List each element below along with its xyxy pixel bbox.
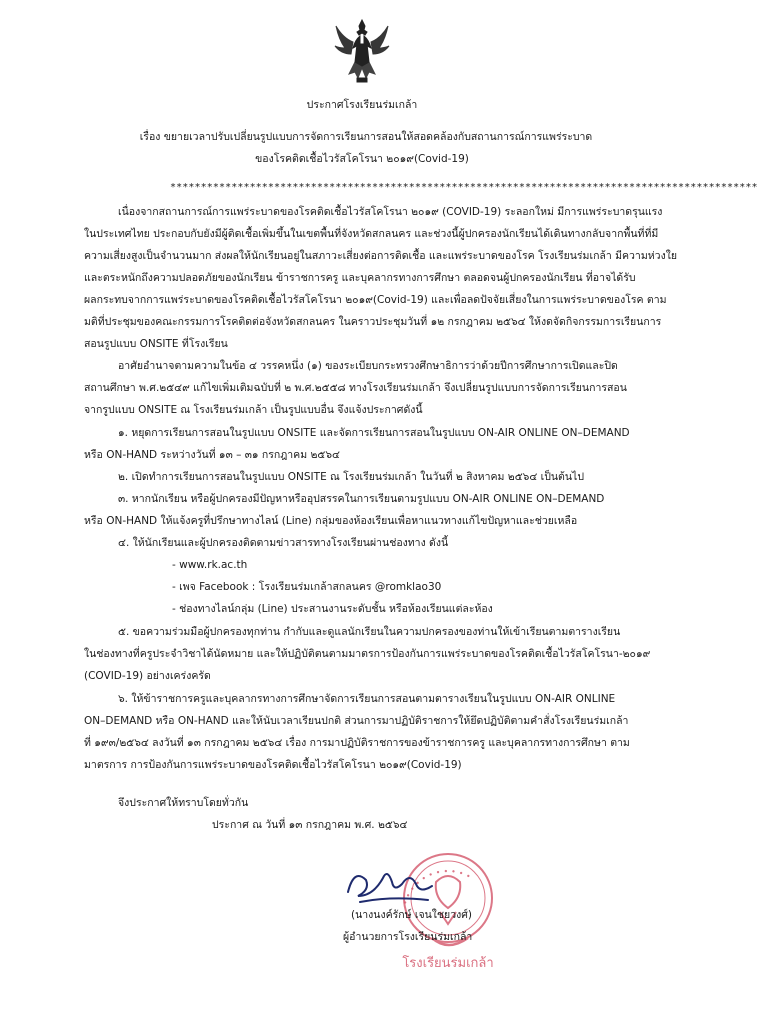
item-5-line: ในช่องทางที่ครูประจำวิชาได้นัดหมาย และให้ปฏิบัติตนตามมาตรการป้องกันการแพร่ระบาดของโรคติดเชื้อไวรัสโคโรนา-๒๐๑๙ [84, 648, 651, 660]
item-2-line: ๒. เปิดทำการเรียนการสอนในรูปแบบ ONSITE ณ โรงเรียนร่มเกล้า ในวันที่ ๒ สิงหาคม ๒๕๖๔ เป็นต้นไป [118, 471, 584, 483]
item-6-line: ที่ ๑๙๓/๒๕๖๔ ลงวันที่ ๑๓ กรกฎาคม ๒๕๖๔ เรื่อง การมาปฏิบัติราชการของข้าราชการครู และบุคลากรทางการศึกษา ตาม [84, 737, 630, 749]
item-1-line: ๑. หยุดการเรียนการสอนในรูปแบบ ONSITE และจัดการเรียนการสอนในรูปแบบ ON-AIR ONLINE ON–DEMAND [118, 427, 630, 439]
separator-line: ************************************************************************************************ [170, 182, 758, 193]
channel-facebook: - เพจ Facebook : โรงเรียนร่มเกล้าสกลนคร @romklao30 [172, 581, 442, 593]
item-5-line: ๕. ขอความร่วมมือผู้ปกครองทุกท่าน กำกับและดูแลนักเรียนในความปกครองของท่านให้เข้าเรียนตามตารางเรียน [118, 626, 621, 638]
svg-text:• • • • • • • • • • •: • • • • • • • • • • • [400, 866, 473, 907]
seal-text: โรงเรียนร่มเกล้า [402, 956, 494, 971]
item-5-line: (COVID-19) อย่างเคร่งครัด [84, 670, 211, 682]
signer-name: (นางนงค์รักษ์ เจนใชยวงศ์) [351, 909, 472, 921]
signer-title: ผู้อำนวยการโรงเรียนร่มเกล้า [343, 931, 473, 943]
channel-line-group: - ช่องทางไลน์กลุ่ม (Line) ประสานงานระดับชั้น หรือห้องเรียนแต่ละห้อง [172, 603, 493, 615]
item-6-line: ๖. ให้ข้าราชการครูและบุคลากรทางการศึกษาจัดการเรียนการสอนตามตารางเรียนในรูปแบบ ON-AIR ONLINE [118, 693, 616, 705]
item-3-line: ๓. หากนักเรียน หรือผู้ปกครองมีปัญหาหรืออุปสรรคในการเรียนตามรูปแบบ ON-AIR ONLINE ON–DEMAND [118, 493, 605, 505]
body-line: และตระหนักถึงความปลอดภัยของนักเรียน ข้าราชการครู และบุคลากรทางการศึกษา ตลอดจนผู้ปกครองนักเรียน ที่อาจได้รับ [84, 272, 636, 284]
body-line: สถานศึกษา พ.ศ.๒๕๔๙ แก้ไขเพิ่มเติมฉบับที่ ๒ พ.ศ.๒๕๕๘ ทางโรงเรียนร่มเกล้า จึงเปลี่ยนรูปแบบการจัดการเรียนการสอน [84, 382, 627, 394]
body-line: ผลกระทบจากการแพร่ระบาดของโรคติดเชื้อไวรัสโคโรนา ๒๐๑๙(Covid-19) และเพื่อลดปัจจัยเสี่ยงในการแพร่ระบาดของโรค ตาม [84, 294, 667, 306]
item-1-line: หรือ ON-HAND ระหว่างวันที่ ๑๓ – ๓๑ กรกฎาคม ๒๕๖๔ [84, 449, 340, 461]
body-line: มติที่ประชุมของคณะกรรมการโรคติดต่อจังหวัดสกลนคร ในคราวประชุมวันที่ ๑๒ กรกฎาคม ๒๕๖๔ ให้งดจัดกิจกรรมการเรียนการ [84, 316, 662, 328]
item-4-line: ๔. ให้นักเรียนและผู้ปกครองติดตามข่าวสารทางโรงเรียนผ่านช่องทาง ดังนี้ [118, 537, 449, 549]
body-line: สอนรูปแบบ ONSITE ที่โรงเรียน [84, 338, 228, 350]
body-line: จากรูปแบบ ONSITE ณ โรงเรียนร่มเกล้า เป็นรูปแบบอื่น จึงแจ้งประกาศดังนี้ [84, 404, 423, 416]
subject-line-1: เรื่อง ขยายเวลาปรับเปลี่ยนรูปแบบการจัดการเรียนการสอนให้สอดคล้องกับสถานการณ์การแพร่ระบาด [139, 131, 593, 143]
item-6-line: ON–DEMAND หรือ ON-HAND และให้นับเวลาเรียนปกติ ส่วนการมาปฏิบัติราชการให้ยึดปฏิบัติตามคำสั่งโรงเรียนร่มเกล้า [84, 715, 629, 727]
garuda-emblem-icon [333, 18, 391, 84]
closing-date: ประกาศ ณ วันที่ ๑๓ กรกฎาคม พ.ศ. ๒๕๖๔ [212, 819, 408, 831]
body-line: ในประเทศไทย ประกอบกับยังมีผู้ติดเชื้อเพิ่มขึ้นในเขตพื้นที่จังหวัดสกลนคร และช่วงนี้ผู้ปกครองนักเรียนได้เดินทางกลับจากพื้นที่ที่มี [84, 228, 659, 240]
announcement-title: ประกาศโรงเรียนร่มเกล้า [306, 99, 418, 111]
closing-announce: จึงประกาศให้ทราบโดยทั่วกัน [118, 797, 249, 809]
body-line: เนื่องจากสถานการณ์การแพร่ระบาดของโรคติดเชื้อไวรัสโคโรนา ๒๐๑๙ (COVID-19) ระลอกใหม่ มีการแพร่ระบาดรุนแรง [118, 206, 663, 218]
item-3-line: หรือ ON-HAND ให้แจ้งครูที่ปรึกษาทางไลน์ (Line) กลุ่มของห้องเรียนเพื่อหาแนวทางแก้ไขปัญหาและช่วยเหลือ [84, 515, 578, 527]
body-line: อาศัยอำนาจตามความในข้อ ๔ วรรคหนึ่ง (๑) ของระเบียบกระทรวงศึกษาธิการว่าด้วยปีการศึกษาการเปิดและปิด [118, 360, 618, 372]
subject-line-2: ของโรคติดเชื้อไวรัสโคโรนา ๒๐๑๙(Covid-19) [255, 153, 469, 165]
body-line: ความเสี่ยงสูงเป็นจำนวนมาก ส่งผลให้นักเรียนอยู่ในสภาวะเสี่ยงต่อการติดเชื้อ และแพร่ระบาดของโรค โรงเรียนร่มเกล้า มีความห่วงใย [84, 250, 677, 262]
signature-scribble [340, 862, 440, 908]
item-6-line: มาตรการ การป้องกันการแพร่ระบาดของโรคติดเชื้อไวรัสโคโรนา ๒๐๑๙(Covid-19) [84, 759, 462, 771]
channel-website: - www.rk.ac.th [172, 559, 248, 571]
